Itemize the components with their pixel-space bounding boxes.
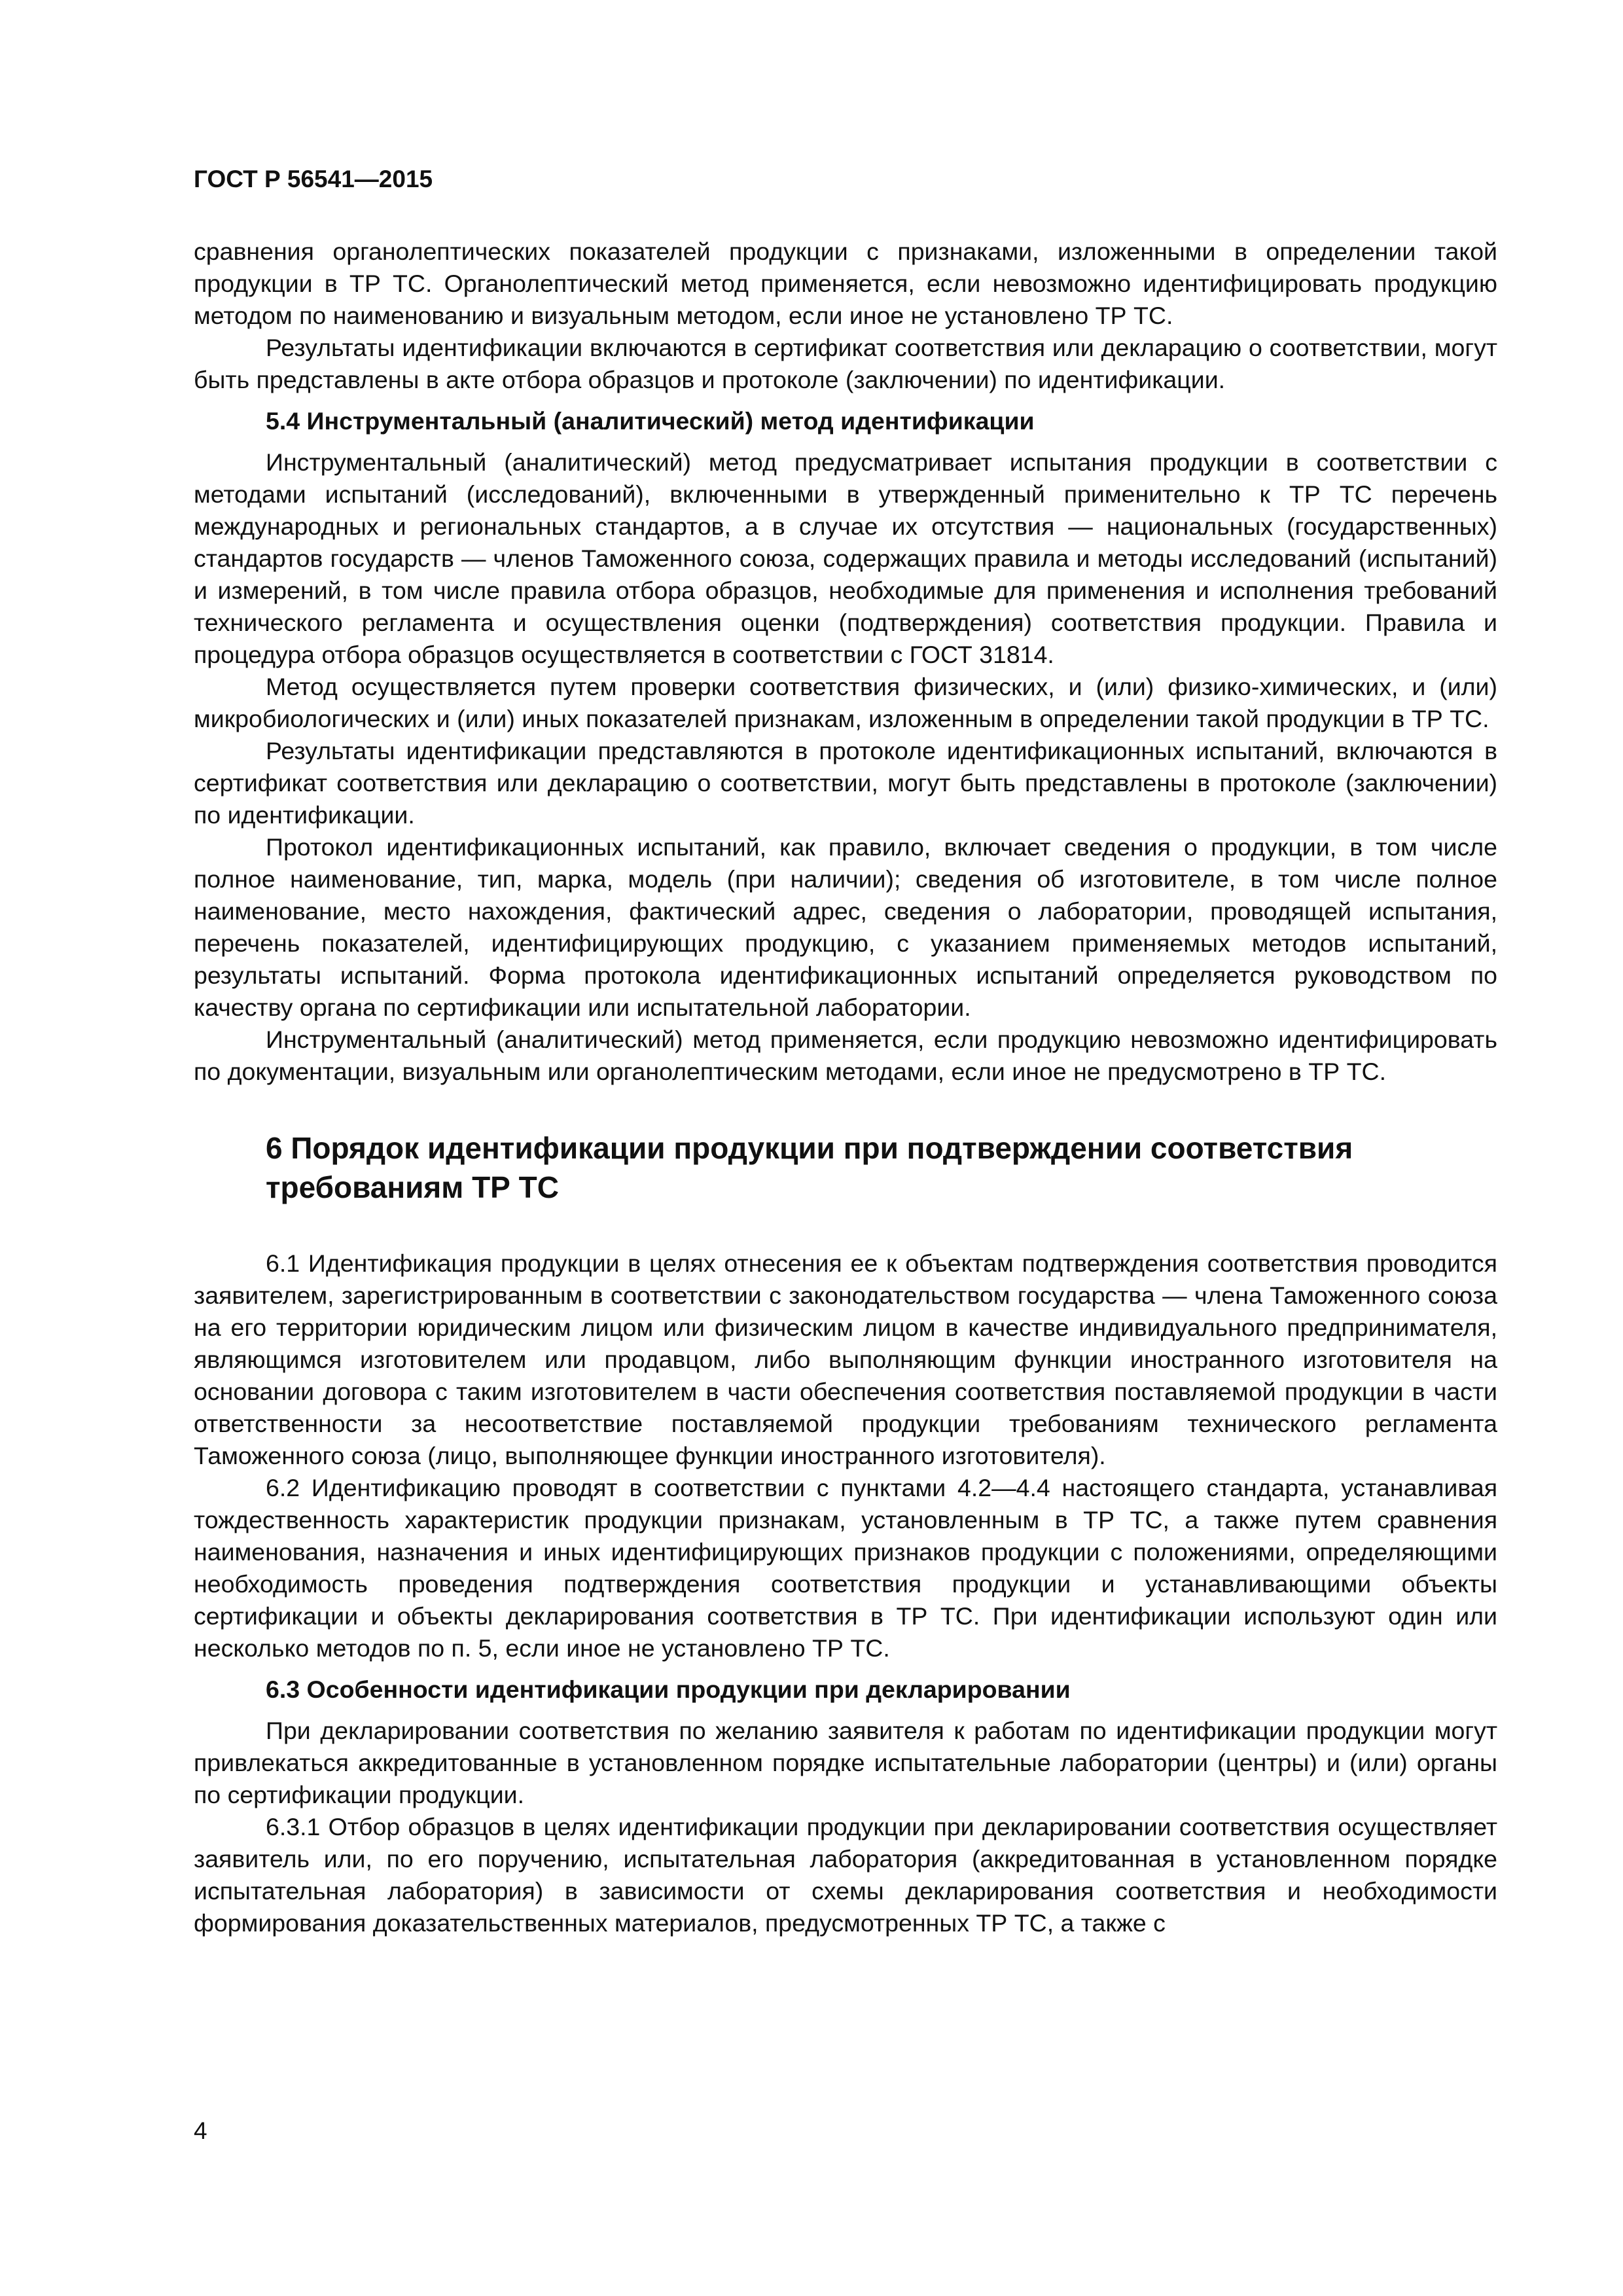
section-heading-6: 6 Порядок идентификации продукции при подтверждении соответствия требованиям ТР ТС [266, 1131, 1353, 1204]
paragraph: Результаты идентификации представляются в протоколе идентификационных испытаний, включаются в сертификат соответствия или декларацию о соответствии, могут быть представлены в протоколе (заключении) по идентификации. [194, 737, 1497, 829]
paragraph: Результаты идентификации включаются в сертификат соответствия или декларацию о соответствии, могут быть представлены в акте отбора образцов и протоколе (заключении) по идентификации. [194, 334, 1497, 393]
document-code-header: ГОСТ Р 56541—2015 [194, 166, 433, 192]
paragraph-6-2: 6.2 Идентификацию проводят в соответствии с пунктами 4.2—4.4 настоящего стандарта, устанавливая тождественность характеристик продукции признакам, установленным в ТР ТС, а также путем сравнения наименования, назначения и иных идентифицирующих признаков продукции с положениями, определяющими необходимость проведения подтверждения соответствия продукции и устанавливающими объекты сертификации и объекты декларирования соответствия в ТР ТС. При идентификации используют один или несколько методов по п. 5, если иное не установлено ТР ТС. [194, 1474, 1497, 1662]
paragraph: Инструментальный (аналитический) метод предусматривает испытания продукции в соответствии с методами испытаний (исследований), включенными в утвержденный применительно к ТР ТС перечень международных и региональных стандартов, а в случае их отсутствия — национальных (государственных) стандартов государств — членов Таможенного союза, содержащих правила и методы исследований (испытаний) и измерений, в том числе правила отбора образцов, необходимые для применения и исполнения требований технического регламента и осуществления оценки (подтверждения) соответствия продукции. Правила и процедура отбора образцов осуществляется в соответствии с ГОСТ 31814. [194, 448, 1497, 668]
subsection-heading-6-3: 6.3 Особенности идентификации продукции при декларировании [266, 1676, 1071, 1703]
paragraph: Инструментальный (аналитический) метод применяется, если продукцию невозможно идентифицировать по документации, визуальным или органолептическим методами, если иное не предусмотрено в ТР ТС. [194, 1026, 1497, 1085]
paragraph: Протокол идентификационных испытаний, как правило, включает сведения о продукции, в том числе полное наименование, тип, марка, модель (при наличии); сведения об изготовителе, в том числе полное наименование, место нахождения, фактический адрес, сведения о лаборатории, проводящей испытания, перечень показателей, идентифицирующих продукцию, с указанием применяемых методов испытаний, результаты испытаний. Форма протокола идентификационных испытаний определяется руководством по качеству органа по сертификации или испытательной лаборатории. [194, 833, 1497, 1021]
page-number: 4 [194, 2117, 207, 2144]
paragraph: Метод осуществляется путем проверки соответствия физических, и (или) физико-химических, и (или) микробиологических и (или) иных показателей признакам, изложенным в определении такой продукции в ТР ТС. [194, 673, 1497, 732]
paragraph-continuation: сравнения органолептических показателей продукции с признаками, изложенными в определении такой продукции в ТР ТС. Органолептический метод применяется, если невозможно идентифицировать продукцию методом по наименованию и визуальным методом, если иное не установлено ТР ТС. [194, 238, 1497, 329]
paragraph: При декларировании соответствия по желанию заявителя к работам по идентификации продукции могут привлекаться аккредитованные в установленном порядке испытательные лаборатории (центры) и (или) органы по сертификации продукции. [194, 1717, 1497, 1808]
paragraph-6-1: 6.1 Идентификация продукции в целях отнесения ее к объектам подтверждения соответствия проводится заявителем, зарегистрированным в соответствии с законодательством государства — члена Таможенного союза на его территории юридическим лицом или физическим лицом в качестве индивидуального предпринимателя, являющимся изготовителем или продавцом, либо выполняющим функции иностранного изготовителя на основании договора с таким изготовителем в части обеспечения соответствия поставляемой продукции в части ответственности за несоответствие поставляемой продукции требованиям технического регламента Таможенного союза (лицо, выполняющее функции иностранного изготовителя). [194, 1249, 1497, 1469]
document-page [194, 164, 1497, 1939]
subsection-heading-5-4: 5.4 Инструментальный (аналитический) метод идентификации [266, 407, 1035, 435]
paragraph-6-3-1: 6.3.1 Отбор образцов в целях идентификации продукции при декларировании соответствия осуществляет заявитель или, по его поручению, испытательная лаборатория (аккредитованная в установленном порядке испытательная лаборатория) в зависимости от схемы декларирования соответствия и необходимости формирования доказательственных материалов, предусмотренных ТР ТС, а также с [194, 1813, 1497, 1937]
